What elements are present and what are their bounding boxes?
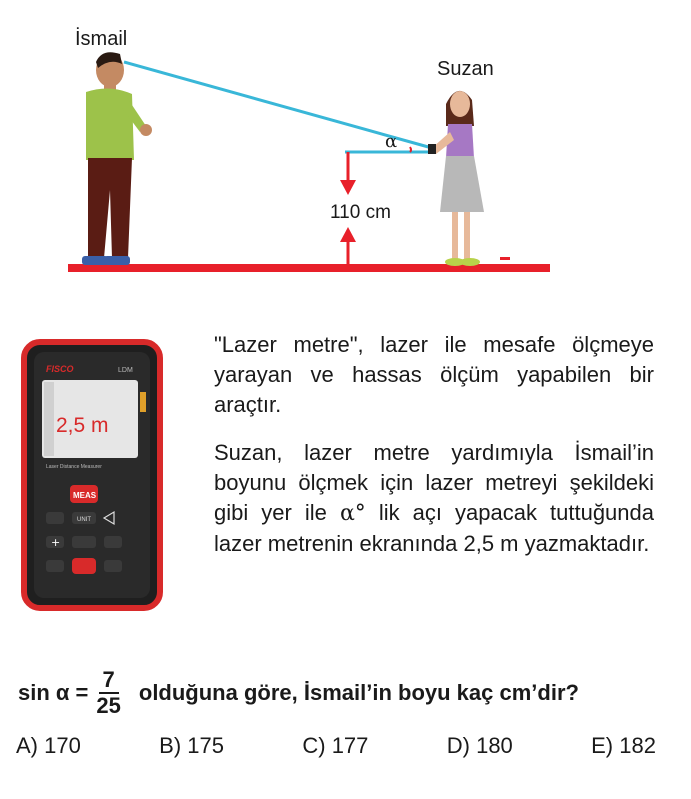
device-caption: Laser Distance Measurer (46, 464, 102, 470)
plus-icon: + (51, 536, 61, 549)
choice-d[interactable] (447, 733, 513, 759)
choice-c-value: 177 (331, 733, 369, 758)
sine-fraction (92, 668, 124, 718)
choice-e-value: 182 (619, 733, 656, 758)
choice-a-value: 170 (44, 733, 81, 758)
choice-a[interactable] (16, 733, 81, 759)
choice-c[interactable] (302, 733, 368, 759)
choice-d-letter: D) (446, 733, 470, 758)
device-screen-value: 2,5 m (56, 414, 109, 437)
paragraph-intro: "Lazer metre", lazer ile mesafe ölçmeye yarayan ve hassas ölçüm yapabilen bir araçtır. (214, 332, 654, 417)
choice-a-letter: A) (16, 733, 38, 758)
suzan-label: Suzan (437, 58, 494, 80)
suzan-figure (428, 91, 484, 266)
question-prefix: sin α = (18, 680, 89, 705)
choice-b[interactable] (159, 733, 224, 759)
ismail-label: İsmail (75, 28, 128, 50)
choice-e-letter: E) (591, 733, 614, 758)
choice-c-letter: C) (302, 733, 326, 758)
choice-d-value: 180 (476, 733, 513, 758)
paragraph-problem (214, 438, 654, 559)
paragraph-angle: α° (339, 501, 366, 526)
key-right-mid (104, 536, 122, 548)
meas-button-label: MEAS (73, 491, 97, 500)
key-left-top (46, 512, 64, 524)
choice-e[interactable] (591, 733, 656, 759)
paragraph-problem-part1: Suzan, lazer metre yardımıyla İsmail’in boyunu ölçmek için lazer metreyi şekildeki gibi yer ile (214, 440, 654, 525)
key-down (72, 536, 96, 548)
fraction-denominator: 25 (96, 693, 121, 718)
question-stem (18, 668, 678, 718)
fraction-numerator: 7 (99, 668, 119, 694)
device-brand: FISCO (46, 364, 74, 374)
device-model: LDM (118, 367, 133, 374)
key-right-bottom (104, 560, 122, 572)
angle-label: α (385, 131, 398, 152)
choice-b-letter: B) (159, 733, 182, 758)
question-suffix: olduğuna göre, İsmail’in boyu kaç cm’dir? (138, 680, 579, 705)
laser-meter-device (24, 342, 160, 608)
unit-button-label: UNIT (77, 517, 91, 523)
height-label: 110 cm (330, 202, 391, 223)
ground-line (68, 264, 550, 272)
key-minus (46, 560, 64, 572)
angle-arc (410, 147, 411, 152)
paragraph-problem-part2: lik açı yapacak tuttuğunda lazer metrenin ekranında 2,5 m yazmaktadır. (214, 500, 654, 556)
answer-choices (16, 733, 656, 759)
ismail-figure (82, 52, 152, 265)
choice-b-value: 175 (187, 733, 225, 758)
power-button (72, 558, 96, 574)
